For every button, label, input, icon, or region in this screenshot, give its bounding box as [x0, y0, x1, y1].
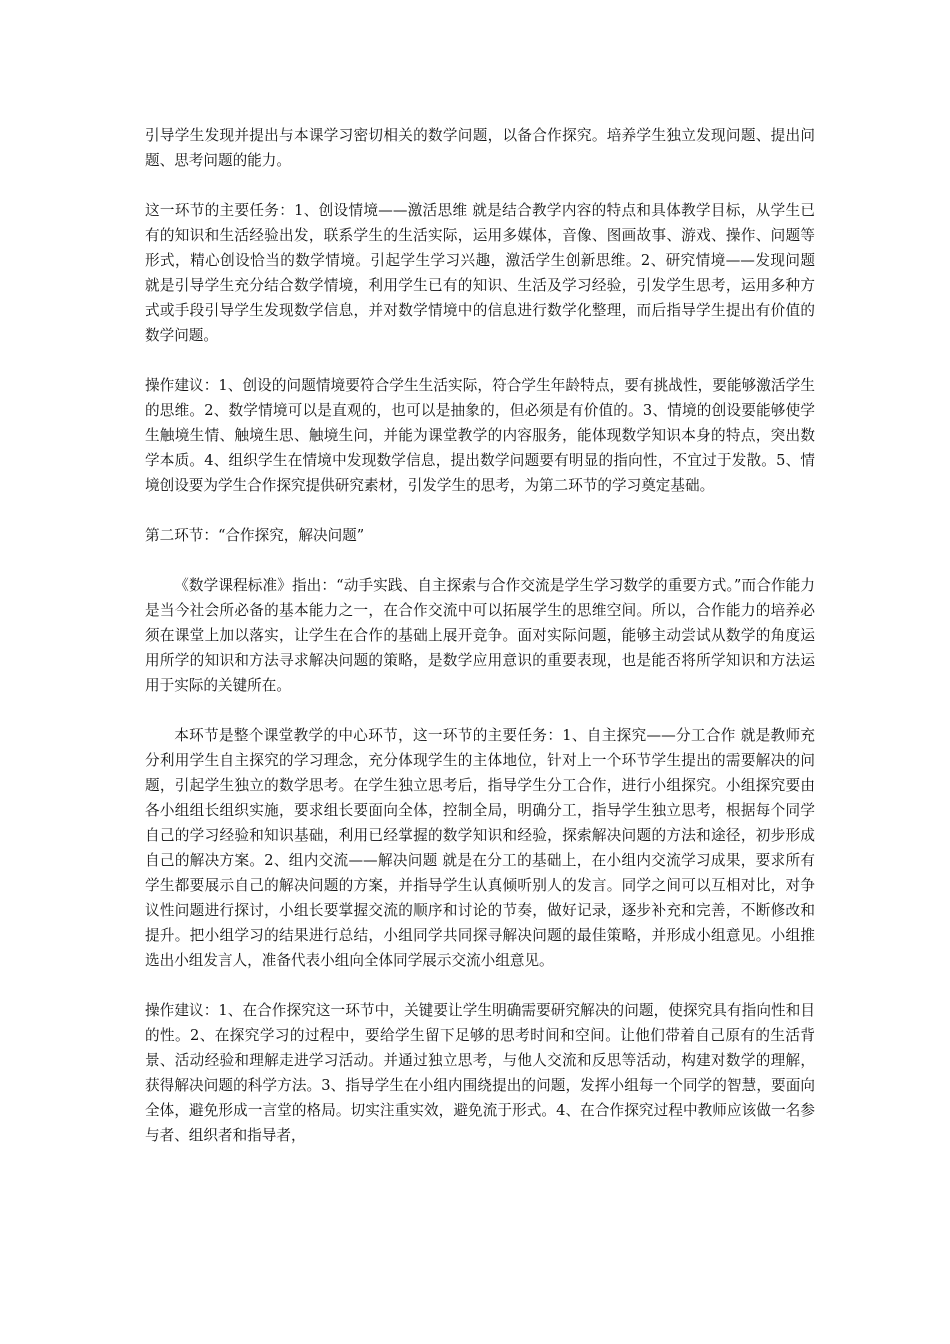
paragraph-operation-suggestions-2: 操作建议：1、在合作探究这一环节中，关键要让学生明确需要研究解决的问题，使探究具有指向性和目的性。2、在探究学习的过程中，要给学生留下足够的思考时间和空间。让他们带着自己原有的生活背景、活动经验和理解走进学习活动。并通过独立思考，与他人交流和反思等活动，构建对数学的理解，获得解决问题的科学方法。3、指导学生在小组内围绕提出的问题，发挥小组每一个同学的智慧，要面向全体，避免形成一言堂的格局。切实注重实效，避免流于形式。4、在合作探究过程中教师应该做一名参与者、组织者和指导者， [145, 1002, 815, 1144]
paragraph-core-step: 本环节是整个课堂教学的中心环节，这一环节的主要任务：1、自主探究——分工合作 就是教师充分利用学生自主探究的学习理念，充分体现学生的主体地位，针对上一个环节学生提出的需要解决的问题，引起学生独立的数学思考。在学生独立思考后，指导学生分工合作，进行小组探究。小组探究要由各小组组长组织实施，要求组长要面向全体，控制全局，明确分工，指导学生独立思考，根据每个同学自己的学习经验和知识基础，利用已经掌握的数学知识和经验，探索解决问题的方法和途径，初步形成自己的解决方案。2、组内交流——解决问题 就是在分工的基础上，在小组内交流学习成果，要求所有学生都要展示自己的解决问题的方案，并指导学生认真倾听别人的发言。同学之间可以互相对比，对争议性问题进行探讨，小组长要掌握交流的顺序和讨论的节奏，做好记录，逐步补充和完善，不断修改和提升。把小组学习的结果进行总结，小组同学共同探寻解决问题的最佳策略，并形成小组意见。小组推选出小组发言人，准备代表小组向全体同学展示交流小组意见。 [145, 727, 815, 969]
paragraph-intro: 引导学生发现并提出与本课学习密切相关的数学问题，以备合作探究。培养学生独立发现问题、提出问题、思考问题的能力。 [145, 127, 815, 169]
paragraph-main-tasks: 这一环节的主要任务：1、创设情境——激活思维 就是结合教学内容的特点和具体教学目标，从学生已有的知识和生活经验出发，联系学生的生活实际，运用多媒体，音像、图画故事、游戏、操作、问题等形式，精心创设恰当的数学情境。引起学生学习兴趣，激活学生创新思维。2、研究情境——发现问题 就是引导学生充分结合数学情境，利用学生已有的知识、生活及学习经验，引发学生思考，运用多种方式或手段引导学生发现数学信息，并对数学情境中的信息进行数学化整理，而后指导学生提出有价值的数学问题。 [145, 202, 815, 344]
document-body [145, 123, 815, 1148]
paragraph-operation-suggestions-1: 操作建议：1、创设的问题情境要符合学生生活实际，符合学生年龄特点，要有挑战性，要能够激活学生的思维。2、数学情境可以是直观的，也可以是抽象的，但必须是有价值的。3、情境的创设要能够使学生触境生情、触境生思、触境生问，并能为课堂教学的内容服务，能体现数学知识本身的特点，突出数学本质。4、组织学生在情境中发现数学信息，提出数学问题要有明显的指向性，不宜过于发散。5、情境创设要为学生合作探究提供研究素材，引发学生的思考，为第二环节的学习奠定基础。 [145, 377, 815, 494]
section-heading-second-step: 第二环节：“合作探究，解决问题” [145, 527, 365, 544]
paragraph-curriculum-standard: 《数学课程标准》指出：“动手实践、自主探索与合作交流是学生学习数学的重要方式。”而合作能力是当今社会所必备的基本能力之一，在合作交流中可以拓展学生的思维空间。所以，合作能力的培养必须在课堂上加以落实，让学生在合作的基础上展开竞争。面对实际问题，能够主动尝试从数学的角度运用所学的知识和方法寻求解决问题的策略，是数学应用意识的重要表现，也是能否将所学知识和方法运用于实际的关键所在。 [145, 577, 815, 694]
